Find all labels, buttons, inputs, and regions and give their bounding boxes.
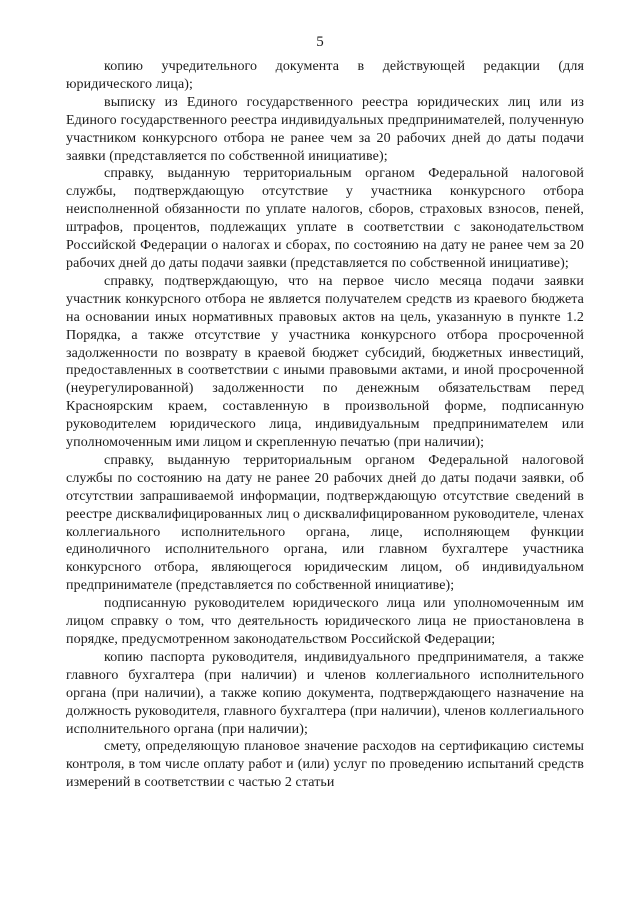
paragraph: выписку из Единого государственного реестра юридических лиц или из Единого государственного реестра индивидуальных предпринимателей, полученную участником конкурсного отбора не ранее чем за 20 рабочих дней до даты подачи заявки (представляется по собственной инициативе); <box>66 94 584 164</box>
page-number: 5 <box>316 34 324 50</box>
document-body <box>66 58 584 792</box>
paragraph: справку, выданную территориальным органом Федеральной налоговой службы, подтверждающую отсутствие у участника конкурсного отбора неисполненной обязанности по уплате налогов, сборов, страховых взносов, пеней, штрафов, процентов, подлежащих уплате в соответствии с законодательством Российской Федерации о налогах и сборах, по состоянию на дату не ранее чем за 20 рабочих дней до даты подачи заявки (представляется по собственной инициативе); <box>66 166 584 271</box>
paragraph: подписанную руководителем юридического лица или уполномоченным им лицом справку о том, что деятельность юридического лица не приостановлена в порядке, предусмотренном законодательством Российской Федерации; <box>66 596 584 647</box>
paragraph: копию учредительного документа в действующей редакции (для юридического лица); <box>66 59 584 92</box>
paragraph: смету, определяющую плановое значение расходов на сертификацию системы контроля, в том числе оплату работ и (или) услуг по проведению испытаний средств измерений в соответствии с частью 2 статьи <box>66 739 584 791</box>
paragraph: копию паспорта руководителя, индивидуального предпринимателя, а также главного бухгалтера (при наличии) и членов коллегиального исполнительного органа (при наличии), а также копию документа, подтверждающего назначение на должность руководителя, главного бухгалтера (при наличии), членов коллегиального исполнительного органа (при наличии); <box>66 649 584 737</box>
paragraph: справку, подтверждающую, что на первое число месяца подачи заявки участник конкурсного отбора не является получателем средств из краевого бюджета на основании иных нормативных правовых актов на цель, указанную в пункте 1.2 Порядка, а также отсутствие у участника конкурсного отбора просроченной задолженности по возврату в краевой бюджет субсидий, бюджетных инвестиций, предоставленных в соответствии с иными правовыми актами, и иной просроченной (неурегулированной) задолженности по денежным обязательствам перед Красноярским краем, составленную в произвольной форме, подписанную руководителем юридического лица, индивидуальным предпринимателем или уполномоченным ими лицом и скрепленную печатью (при наличии); <box>66 273 584 451</box>
paragraph: справку, выданную территориальным органом Федеральной налоговой службы по состоянию на дату не ранее 20 рабочих дней до даты подачи заявки, об отсутствии запрашиваемой информации, подтверждающую отсутствие сведений в реестре дисквалифицированных лиц о дисквалифицированном руководителе, членах коллегиального исполнительного органа, лице, исполняющем функции единоличного исполнительного органа, или главном бухгалтере участника конкурсного отбора, являющегося юридическим лицом, об индивидуальном предпринимателе (представляется по собственной инициативе); <box>66 452 584 594</box>
